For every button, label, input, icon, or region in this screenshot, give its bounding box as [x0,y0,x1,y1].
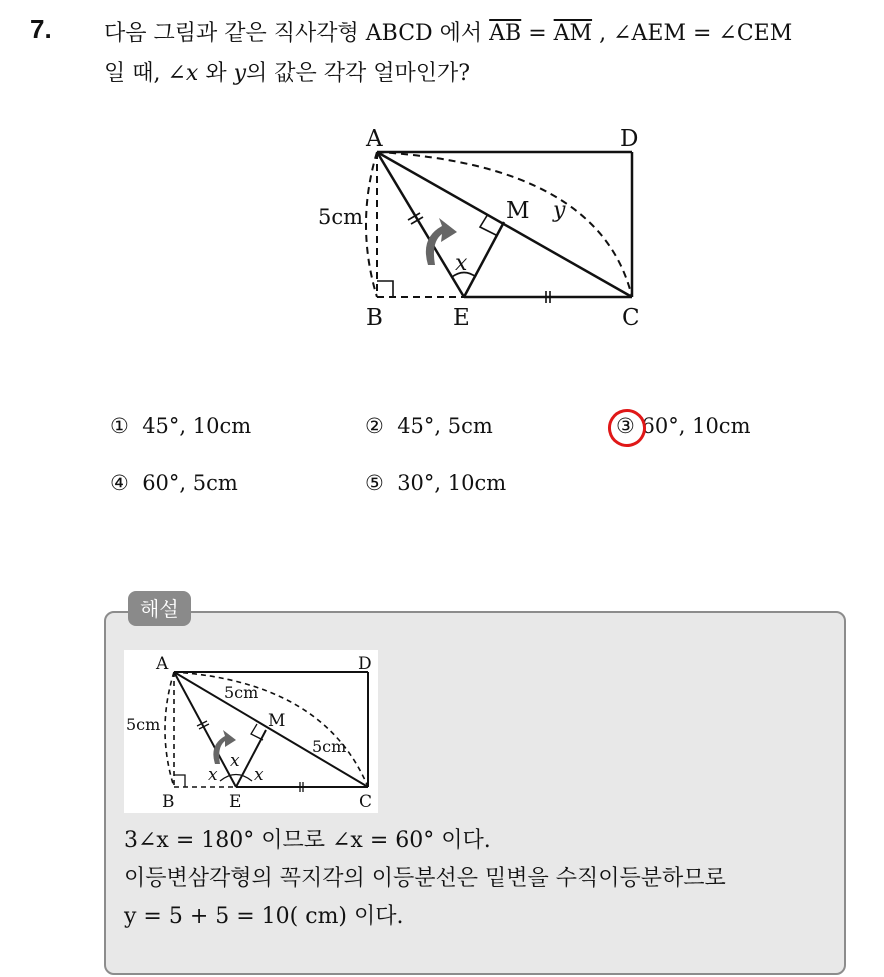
sol-point-m-label: M [268,711,286,731]
solution-figure [124,650,378,813]
point-m-label: M [506,198,530,224]
segment-am: $\overline{AM}$ [553,21,593,46]
sol-vertex-e-label: E [229,792,242,812]
vertex-a-label: A [366,126,383,152]
segment-ab: $\overline{AB}$ [489,21,522,46]
sol-angle-x-top: x [230,751,240,771]
solution-tag: 해설 [128,591,191,626]
vertex-c-label: C [622,305,640,331]
sol-mc-length-label: 5cm [312,737,347,756]
sol-am-length-label: 5cm [224,683,259,702]
choice-2[interactable]: ② 45°, 5cm [365,414,493,438]
question-line-2: 일 때, ∠x 와 y의 값은 각각 얼마인가? [104,61,471,86]
angle-x-label: x [455,251,468,276]
problem-figure [300,120,660,335]
sol-vertex-c-label: C [359,792,373,812]
solution-line-1: 3∠x = 180° 이므로 ∠x = 60° 이다. [124,828,491,853]
choice-1[interactable]: ① 45°, 10cm [110,414,252,438]
solution-text [124,822,844,936]
solution-line-3: y = 5 + 5 = 10( cm) 이다. [124,904,404,929]
question-text [104,14,874,94]
choice-4[interactable]: ④ 60°, 5cm [110,471,238,495]
selected-answer-circle [604,405,649,450]
vertex-d-label: D [620,126,639,152]
length-y-label: y [553,198,566,223]
sol-ab-length-label: 5cm [126,715,161,734]
choice-3[interactable]: ③ 60°, 10cm [616,414,751,438]
vertex-e-label: E [453,305,470,331]
vertex-b-label: B [366,305,383,331]
choice-5[interactable]: ⑤ 30°, 10cm [365,471,507,495]
solution-line-2: 이등변삼각형의 꼭지각의 이등분선은 밑변을 수직이등분하므로 [124,866,726,891]
sol-vertex-d-label: D [358,654,372,674]
question-line-1: 다음 그림과 같은 직사각형 ABCD 에서 $\overline{AB} = \overline{AM}$ , ∠AEM = ∠CEM [104,21,793,46]
question-number: 7. [30,14,52,44]
sol-angle-x-right: x [254,765,264,785]
sol-vertex-b-label: B [162,792,175,812]
sol-angle-x-left: x [208,765,218,785]
side-length-label: 5cm [318,205,364,229]
sol-vertex-a-label: A [156,654,169,674]
